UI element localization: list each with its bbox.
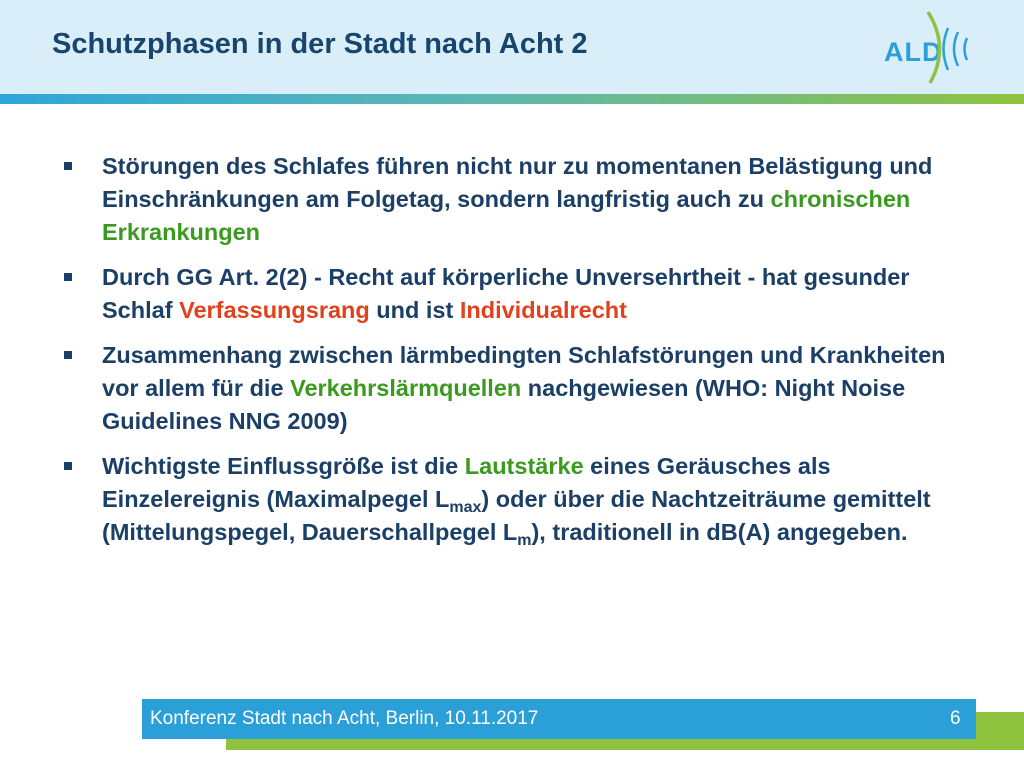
ald-logo (880, 10, 990, 85)
logo-text: ALD (884, 37, 943, 67)
slide-title: Schutzphasen in der Stadt nach Acht 2 (52, 28, 588, 60)
footer-text: Konferenz Stadt nach Acht, Berlin, 10.11.2017 (150, 708, 539, 729)
bullet-text: ), traditionell in dB(A) angegeben. (531, 519, 908, 545)
subscript-text: m (517, 532, 532, 549)
page-number: 6 (950, 708, 961, 729)
sound-waves-icon (926, 10, 986, 85)
header-stripe (0, 94, 1024, 104)
square-bullet-icon (64, 462, 72, 470)
square-bullet-icon (64, 273, 72, 281)
bullet-text: Durch GG Art. 2(2) - Recht auf körperliche Unversehrtheit - hat gesunder Schlaf (102, 264, 910, 323)
highlighted-text: Lautstärke (464, 453, 584, 479)
highlighted-text: Verfassungsrang (179, 297, 370, 323)
bullet-item (64, 261, 964, 327)
bullet-text: ) oder über die Nachtzeiträume gemittelt (Mittelungspegel, Dauerschallpegel L (102, 486, 931, 545)
highlighted-text: chronischen Erkrankungen (102, 186, 911, 245)
bullet-text: Wichtigste Einflussgröße ist die (102, 453, 465, 479)
bullet-text: und ist (369, 297, 460, 323)
bullet-item (64, 150, 964, 249)
subscript-text: max (449, 499, 482, 516)
bullet-text: Störungen des Schlafes führen nicht nur zu momentanen Belästigung und Einschränkungen am Folgetag, sondern langfristig auch zu (102, 153, 933, 212)
bullet-text: Zusammenhang zwischen lärmbedingten Schlafstörungen und Krankheiten vor allem für die (102, 342, 946, 401)
bullet-list (64, 150, 964, 561)
slide-header (0, 0, 1024, 94)
square-bullet-icon (64, 351, 72, 359)
square-bullet-icon (64, 162, 72, 170)
bullet-text: eines Geräusches als Einzelereignis (Maximalpegel L (102, 453, 831, 512)
highlighted-text: Individualrecht (459, 297, 627, 323)
bullet-text: nachgewiesen (WHO: Night Noise Guidelines NNG 2009) (102, 375, 906, 434)
highlighted-text: Verkehrslärmquellen (290, 375, 522, 401)
bullet-item (64, 450, 964, 549)
bullet-item (64, 339, 964, 438)
